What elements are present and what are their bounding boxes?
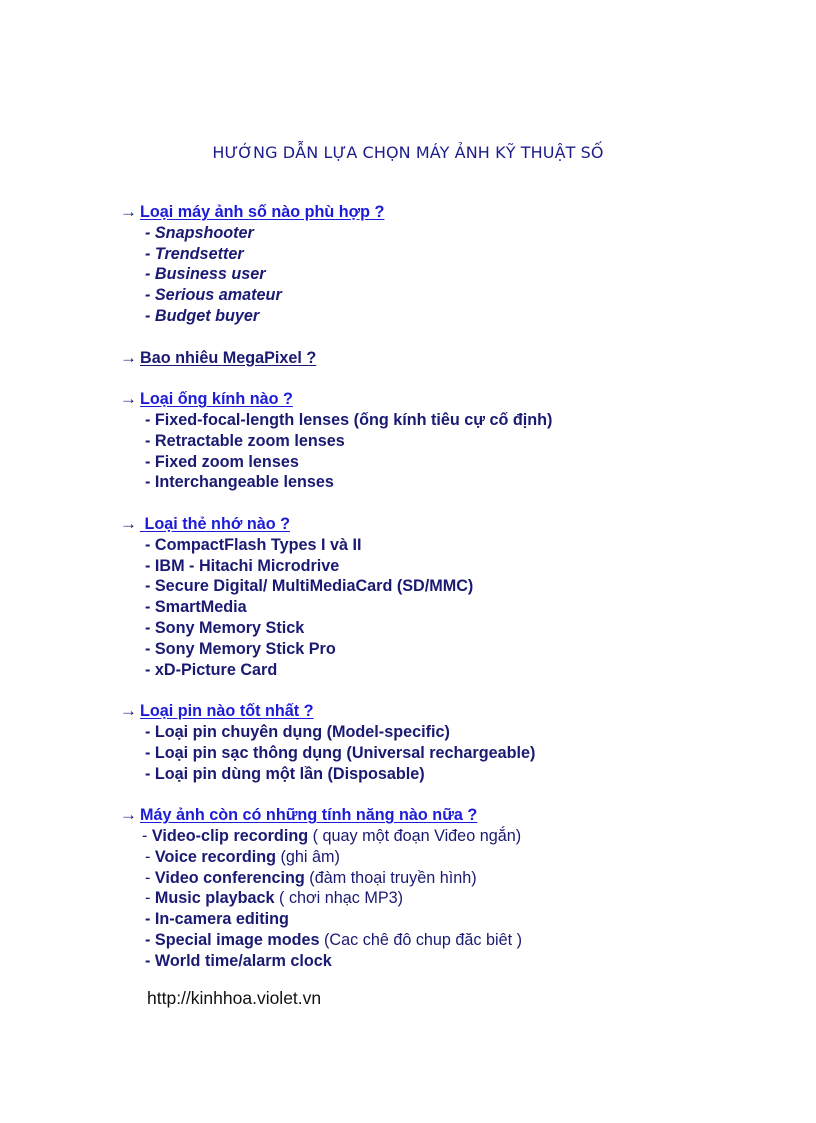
list-item: - Special image modes (Cac chê đô chup đăc biêt ) (145, 930, 523, 949)
list-item: - IBM - Hitachi Microdrive (145, 556, 340, 575)
content (120, 202, 800, 992)
list-item: - Snapshooter (145, 223, 254, 242)
heading-link-features[interactable]: Máy ảnh còn có những tính năng nào nữa ? (140, 806, 478, 825)
section-heading (120, 389, 800, 410)
item-list (120, 722, 800, 784)
page-title: HƯỚNG DẪN LỰA CHỌN MÁY ẢNH KỸ THUẬT SỐ (212, 143, 604, 162)
item-list (120, 410, 800, 493)
section-megapixel (120, 348, 800, 369)
list-item: - Serious amateur (145, 286, 282, 305)
section-lens (120, 389, 800, 493)
list-item: - Budget buyer (145, 306, 260, 325)
arrow-icon: → (120, 389, 137, 409)
heading-link-megapixel[interactable]: Bao nhiêu MegaPixel ? (140, 348, 317, 367)
arrow-icon: → (120, 805, 137, 825)
footer-url: http://kinhhoa.violet.vn (147, 988, 322, 1008)
section-memory-card (120, 514, 800, 680)
list-item: - Music playback ( chơi nhạc MP3) (145, 889, 404, 908)
section-heading (120, 514, 800, 535)
section-features (120, 805, 800, 971)
list-item: - World time/alarm clock (145, 951, 332, 970)
list-item: - xD-Picture Card (145, 660, 278, 679)
list-item: - Interchangeable lenses (145, 473, 334, 492)
list-item: - Voice recording (ghi âm) (145, 847, 340, 866)
heading-link-lens[interactable]: Loại ống kính nào ? (140, 390, 293, 409)
arrow-icon: → (120, 347, 137, 367)
list-item: - Loại pin dùng một lần (Disposable) (145, 764, 425, 783)
list-item: - Business user (145, 265, 266, 284)
arrow-icon: → (120, 202, 137, 221)
list-item: - Loại pin sạc thông dụng (Universal rechargeable) (145, 743, 536, 762)
section-heading (120, 701, 800, 722)
list-item: - CompactFlash Types I và II (145, 535, 362, 554)
list-item: - Retractable zoom lenses (145, 431, 345, 450)
list-item: - Fixed-focal-length lenses (ống kính tiêu cự cố định) (145, 410, 553, 429)
arrow-icon: → (120, 701, 137, 721)
item-list (120, 535, 800, 681)
arrow-icon: → (120, 513, 137, 533)
section-heading (120, 805, 800, 826)
section-camera-type (120, 202, 800, 327)
heading-link-battery[interactable]: Loại pin nào tốt nhất ? (140, 702, 314, 721)
list-item: - Trendsetter (145, 244, 244, 263)
list-item: - In-camera editing (145, 910, 289, 929)
section-battery (120, 701, 800, 784)
item-list (120, 223, 800, 327)
list-item: - Fixed zoom lenses (145, 452, 299, 471)
list-item: - Loại pin chuyên dụng (Model-specific) (145, 722, 450, 741)
section-heading (120, 202, 800, 223)
list-item: - Sony Memory Stick Pro (145, 639, 336, 658)
list-item: - Sony Memory Stick (145, 618, 305, 637)
list-item: - Video-clip recording ( quay một đoạn Viđeo ngắn) (142, 826, 522, 845)
item-list (120, 826, 800, 972)
section-heading (120, 348, 800, 369)
list-item: - Secure Digital/ MultiMediaCard (SD/MMC) (145, 577, 474, 596)
heading-link-camera-type[interactable]: Loại máy ảnh số nào phù hợp ? (140, 203, 385, 221)
list-item: - Video conferencing (đàm thoại truyền hình) (145, 868, 477, 887)
list-item: - SmartMedia (145, 598, 247, 617)
heading-link-memory-card[interactable]: Loại thẻ nhớ nào ? (140, 514, 290, 533)
